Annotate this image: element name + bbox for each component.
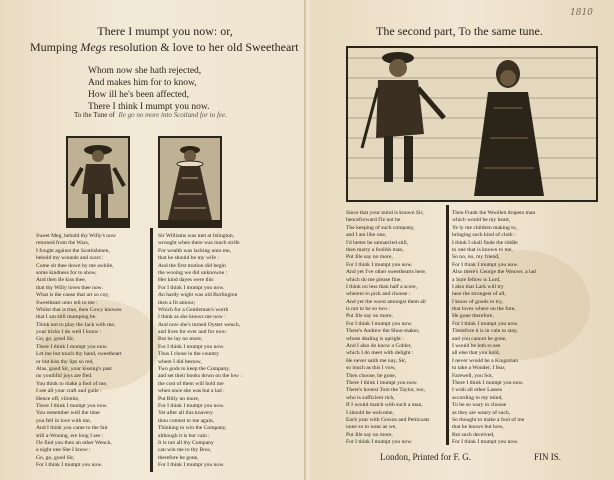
verse-line: And the first motion did begin — [158, 262, 226, 269]
verse-line: Put Jile say no more, — [346, 431, 393, 438]
woodcut-man — [66, 136, 130, 228]
verse-line: Come sit thee down by me awhile, — [36, 262, 114, 269]
verse-line: although it is but vain : — [158, 432, 210, 439]
verse-column-4 — [452, 210, 602, 447]
verse-column-3 — [346, 210, 444, 447]
manuscript-note: 1810 — [570, 8, 593, 18]
verse-line: Then Frank the Woollen drapers man — [452, 210, 536, 216]
verse-line: behold my wounds and scars : — [36, 255, 104, 262]
verse-line: still a-Wooing, ere long I see : — [36, 432, 104, 439]
verse-line: It is not all thy Company — [158, 439, 214, 446]
verse-line: What is the cause that art so coy, — [36, 292, 110, 299]
verse-line: Each year with Gowns and Petticoats — [346, 416, 430, 423]
verse-line: For I think I mumpt you now. — [452, 320, 519, 327]
verse-line: For I think I mumpt you now. — [158, 462, 225, 469]
verse-line: all else that you hold, — [452, 350, 501, 357]
verse-line: I never would be a Kingsman — [452, 357, 519, 364]
verse-line: An hardy wight was old Burlington — [158, 292, 238, 299]
verse-line: To be so wary to choose — [452, 402, 507, 409]
verse-line: I think no less than half a score, — [346, 283, 418, 290]
verse-line: that thy Willy loves thee now. — [36, 284, 103, 291]
verse-line: I would be loth to see — [452, 343, 501, 350]
verse-line: I think I shall finde the riddle — [452, 239, 518, 246]
verse-line: Hence off, vilomie, — [36, 395, 80, 402]
verse-line: For I think I mumpt you now. — [346, 439, 413, 446]
verse-line: the cost of them will hold me — [158, 380, 224, 387]
verse-line: which would be my heart, — [452, 217, 511, 224]
verse-line: which do me please fine, — [346, 276, 402, 283]
tune-line: To the Tune of Ile go no more into Scotland for to fee. — [74, 111, 227, 119]
verse-line: Which for a Gentleman's worth — [158, 306, 229, 313]
verse-line: For I think I mumpt you now. — [346, 261, 413, 268]
verse-line: I wish all other Lasses — [452, 387, 503, 394]
verse-line: For wealth was lacking unto me, — [158, 247, 232, 254]
verse-line: So thought to make a fool of me — [452, 416, 525, 423]
couple-figures — [348, 48, 596, 200]
ballad-title: There I mumpt you now: or, — [97, 24, 233, 38]
verse-line: wrought when there was much strife — [158, 240, 240, 247]
verse-line: Farewell, you Sot, — [452, 372, 494, 379]
verse-line: that he should be my wife : — [158, 255, 219, 262]
verse-line: Sweetheart unto tell to me : — [36, 299, 98, 306]
verse-line: Whilst that is true, then Cowy knowes — [36, 306, 122, 313]
verse-line: And I also do know a Cobler, — [346, 343, 412, 350]
center-fold — [304, 0, 306, 480]
verse-line: There I think I mumpt you now. — [36, 402, 108, 409]
verse-line: He gone therefore, — [452, 313, 494, 320]
verse-line: And then Ile kiss thee, — [36, 277, 87, 284]
verse-line: a night one She I know : — [36, 447, 91, 454]
verse-line: Ye ly me children making to, — [452, 224, 517, 231]
verse-line: There I think I mumpt you now. — [88, 102, 210, 112]
verse-line: then a fit amour; — [158, 299, 196, 306]
woodcut-woman — [158, 136, 222, 228]
verse-line: I think as she knows me now : — [158, 314, 226, 321]
verse-line: therefore be gone, — [158, 454, 199, 461]
verse-line: none so to wear as we, — [346, 424, 397, 431]
verse-line: For I think I mumpt you now. — [452, 439, 519, 446]
verse-line: that he knows but how, — [452, 424, 504, 431]
verse-line: where I did bestow, — [158, 358, 202, 365]
verse-line: I'd better be unmarried still, — [346, 239, 409, 246]
verse-line: There's honest Tom the Taylor, too, — [346, 387, 425, 394]
verse-line: which I do meet with delight : — [346, 350, 414, 357]
verse-line: For I think I mumpt you now. — [452, 261, 519, 268]
verse-line: is not to be so two : — [346, 306, 390, 313]
verse-line: Put Billy no more, — [158, 395, 200, 402]
verse-line: some kindness for to show, — [36, 269, 97, 276]
verse-line: You think to make a fool of me, — [36, 380, 108, 387]
verse-line: and you cannot be gone, — [452, 335, 507, 342]
verse-line: For I think I mumpt you now. — [158, 343, 225, 350]
verse-line: Put Jile say no more, — [346, 313, 393, 320]
verse-line: then marry a foolish man, — [346, 246, 404, 253]
verse-line: that loves where on the fore, — [452, 306, 516, 313]
ballad-subtitle: Mumping Megs resolution & love to her old Sweetheart — [30, 40, 299, 54]
printer-imprint: London, Printed for F. G. — [380, 452, 472, 462]
verse-line: can win me to thy Bow, — [158, 447, 212, 454]
verse-line: I know of goods to try, — [452, 298, 503, 305]
verse-line: Two gods to keep the Company, — [158, 366, 230, 373]
verse-line: whose dealing is upright : — [346, 335, 404, 342]
verse-line: Sweet Meg, behold thy Willy's now — [36, 233, 116, 239]
verse-line: I'le find you then an other Wench, — [36, 439, 112, 446]
verse-line: Go, go, good Sir, — [36, 336, 75, 343]
verse-line: For I think I mumpt you now. — [346, 320, 413, 327]
verse-line: and I am like one, — [346, 232, 387, 239]
verse-line: There I think I mumpt you now. — [346, 379, 418, 386]
verse-line: But be lay no more, — [158, 336, 203, 343]
verse-line: when once she was but a lad : — [158, 388, 225, 395]
verse-line: that I am still mumping be. — [36, 314, 97, 321]
verse-line: There's Andrew the Shoo-maker, — [346, 328, 420, 335]
verse-line: Yet after all this knavery — [158, 410, 214, 417]
verse-line: I see all your craft and guile : — [36, 388, 102, 395]
verse-line: Therefore it is in vain to stay, — [452, 328, 518, 335]
verse-line: Go, go, good Sir, — [36, 454, 75, 461]
verse-line: Put Jile say no more, — [346, 254, 393, 261]
verse-line: You remember well the time — [36, 410, 100, 417]
verse-line: Whom now she hath rejected, — [88, 66, 202, 76]
lady-figure — [160, 138, 220, 226]
verse-line: There I think I mumpt you now. — [36, 343, 108, 350]
verse-line: Also there's George the Weaver, a lad — [452, 269, 536, 276]
verse-line: no youthful joys are fled. — [36, 373, 93, 380]
verse-line: Sir Williams was met at Islington, — [158, 233, 235, 239]
verse-line: Alas, good Sir, your kissing's past — [36, 366, 112, 373]
verse-line: Think not to play the Jack with me, — [36, 321, 116, 328]
verse-line: And makes him for to know, — [88, 78, 197, 88]
verse-line: Thinking to win the Company, — [158, 425, 227, 432]
verse-line: henceforward I'le not be — [346, 217, 401, 224]
verse-line: And yet the worst amongst them all — [346, 298, 426, 305]
verse-line: But such deceived, — [452, 431, 495, 438]
finis-mark: FIN IS. — [534, 452, 562, 462]
verse-line: If I would match with such a man, — [346, 402, 423, 409]
verse-line: For I think I mumpt you now. — [158, 284, 225, 291]
verse-line: a Sure fellow is Lord, — [452, 276, 501, 283]
verse-line: Since that your mind is known Sir, — [346, 210, 424, 216]
verse-column-2 — [158, 233, 296, 470]
woodcut-couple — [346, 46, 598, 202]
second-part-title: The second part, To the same tune. — [376, 24, 543, 38]
verse-line: and set their books down on the low : — [158, 373, 242, 380]
cavalier-figure — [68, 138, 128, 226]
verse-line: And I think you came to the fair — [36, 425, 108, 432]
verse-line: So no, no, my friend, — [452, 254, 500, 261]
verse-line: hear the strongest of all, — [452, 291, 506, 298]
verse-line: Her kind dayes were this — [158, 277, 214, 284]
verse-line: returned from the Wars, — [36, 240, 90, 247]
verse-line: you fell in love with me, — [36, 417, 91, 424]
verse-line: I also that Lark will try — [452, 283, 504, 290]
verse-line: Thus I chose in the country — [158, 351, 220, 358]
verse-line: who is sufficient rich, — [346, 394, 395, 401]
verse-line: Then choose, be gone, — [346, 372, 397, 379]
verse-line: There I think I mumpt you now. — [452, 379, 524, 386]
verse-line: He never saith me nay, Sir, — [346, 357, 407, 364]
column-rule — [446, 205, 449, 445]
verse-line: whereto to pick and choose : — [346, 291, 411, 298]
verse-line: to one that is known to me, — [452, 246, 513, 253]
verse-line: so much as this I vow, — [346, 365, 396, 372]
verse-line: The keeping of such company, — [346, 224, 415, 231]
verse-line: How ill he's been affected, — [88, 90, 189, 100]
verse-line: For I think I mumpt you now. — [158, 402, 225, 409]
verse-line: thou comest to me again, — [158, 417, 215, 424]
verse-line: I should be welcome, — [346, 409, 394, 416]
verse-line: the wooing we did unknowne : — [158, 269, 228, 276]
verse-line: and lives for ever and for now: — [158, 329, 227, 336]
verse-line: according to my mind, — [452, 394, 503, 401]
verse-line: I fought against the Scottishmen, — [36, 247, 110, 254]
column-rule — [150, 228, 153, 472]
verse-line: And now she's turned Oyster wench, — [158, 321, 241, 328]
verse-line: Let me but touch thy hand, sweetheart — [36, 351, 122, 358]
verse-line: as they are weary of such, — [452, 409, 511, 416]
title-verse — [88, 65, 288, 113]
verse-line: For I think I mumpt you now. — [36, 462, 103, 469]
verse-line: And yet I've other sweethearts here, — [346, 269, 427, 276]
verse-line: your tricks I do well I know : — [36, 329, 102, 336]
verse-line: bringing such kind of cloth : — [452, 232, 516, 239]
verse-line: to take a Wonder, I fear, — [452, 365, 506, 372]
verse-line: or but kiss thy lips so red, — [36, 358, 94, 365]
verse-column-1 — [36, 233, 148, 470]
